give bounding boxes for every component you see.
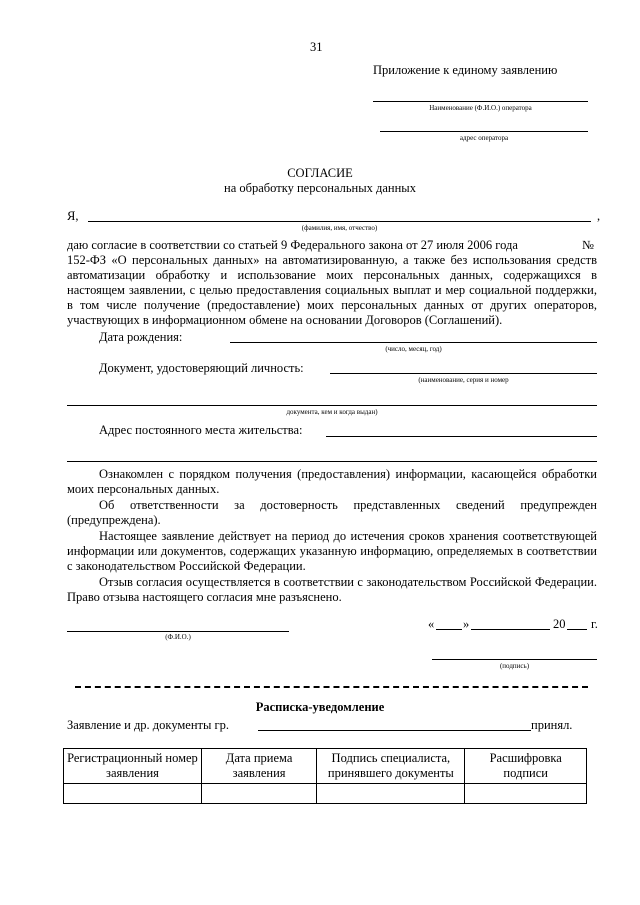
cell-signature[interactable] [317,784,465,804]
identity-doc-line[interactable] [330,373,597,374]
fio-line[interactable] [88,221,591,222]
consent-line1: даю согласие в соответствии со статьей 9 Федерального закона от 27 июля 2006 года [67,238,518,252]
signature-line[interactable] [432,659,597,660]
document-title: СОГЛАСИЕ [287,166,353,180]
date-close-quote: » [463,617,470,631]
paragraph-validity: Настоящее заявление действует на период до истечения сроков хранения соответствующей информации или документов, содержащих указанную информацию, определяемых в соответствии с законодательством Российской Федерации. [67,529,597,573]
date-year-suffix: г. [591,617,598,631]
date-year-prefix: 20 [553,617,566,631]
operator-address-caption: адрес оператора [459,134,509,142]
address-label: Адрес постоянного места жительства: [99,423,303,437]
birth-date-caption: (число, месяц, год) [385,345,442,353]
signature-caption: (подпись) [499,662,530,670]
document-subtitle: на обработку персональных данных [224,181,416,195]
header-signature: Подпись специалиста, принявшего документы [317,749,465,784]
receipt-text-right: принял. [531,718,573,732]
paragraph-acquainted: Ознакомлен с порядком получения (предоставления) информации, касающейся обработки моих персональных данных. [67,467,597,496]
date-day-line[interactable] [436,629,462,630]
date-year-line[interactable] [567,629,587,630]
cut-line [75,686,588,688]
consent-body: 152-ФЗ «О персональных данных» на автоматизированную, а также без использования средств автоматизации обработку и использование моих персональных данных, содержащихся в настоящем заявлении, с целью предоставления социальных выплат и мер социальной поддержки, в том числе получение (предоставление) моих персональных данных от других операторов, участвующих в информационном обмене на основании Договоров (Соглашений). [67,253,597,327]
receipt-title: Расписка-уведомление [255,700,385,714]
fio-comma: , [597,209,601,223]
operator-name-line[interactable] [373,101,588,102]
birth-date-label: Дата рождения: [99,330,183,344]
table-row[interactable] [64,784,587,804]
registration-table [63,748,587,804]
fio-caption: (фамилия, имя, отчество) [301,224,378,232]
address-line[interactable] [326,436,597,437]
receipt-text-left: Заявление и др. документы гр. [67,718,230,732]
table-header-row [64,749,587,784]
cell-date[interactable] [201,784,316,804]
address-line2[interactable] [67,461,597,462]
date-month-line[interactable] [471,629,550,630]
operator-address-line[interactable] [380,131,588,132]
identity-doc-caption2: документа, кем и когда выдан) [286,408,378,416]
paragraph-revocation: Отзыв согласия осуществляется в соответствии с законодательством Российской Федерации. Право отзыва настоящего согласия мне разъяснено. [67,575,597,604]
ya-label: Я, [67,209,79,223]
identity-doc-label: Документ, удостоверяющий личность: [99,361,304,375]
signature-fio-line[interactable] [67,631,289,632]
paragraph-responsibility: Об ответственности за достоверность представленных сведений предупрежден (предупреждена). [67,498,597,527]
header-reg-number: Регистрационный номер заявления [64,749,202,784]
page-number: 31 [310,40,323,54]
identity-doc-line2[interactable] [67,405,597,406]
header-decoding: Расшифровка подписи [465,749,587,784]
date-open-quote: « [428,617,435,631]
receipt-name-line[interactable] [258,730,531,731]
header-date: Дата приема заявления [201,749,316,784]
operator-name-caption: Наименование (Ф.И.О.) оператора [429,104,532,112]
cell-reg-number[interactable] [64,784,202,804]
signature-fio-caption: (Ф.И.О.) [165,633,191,641]
cell-decoding[interactable] [465,784,587,804]
identity-doc-caption1: (наименование, серия и номер [418,376,509,384]
consent-number-sign: № [582,238,594,252]
appendix-title: Приложение к единому заявлению [373,63,558,77]
birth-date-line[interactable] [230,342,597,343]
